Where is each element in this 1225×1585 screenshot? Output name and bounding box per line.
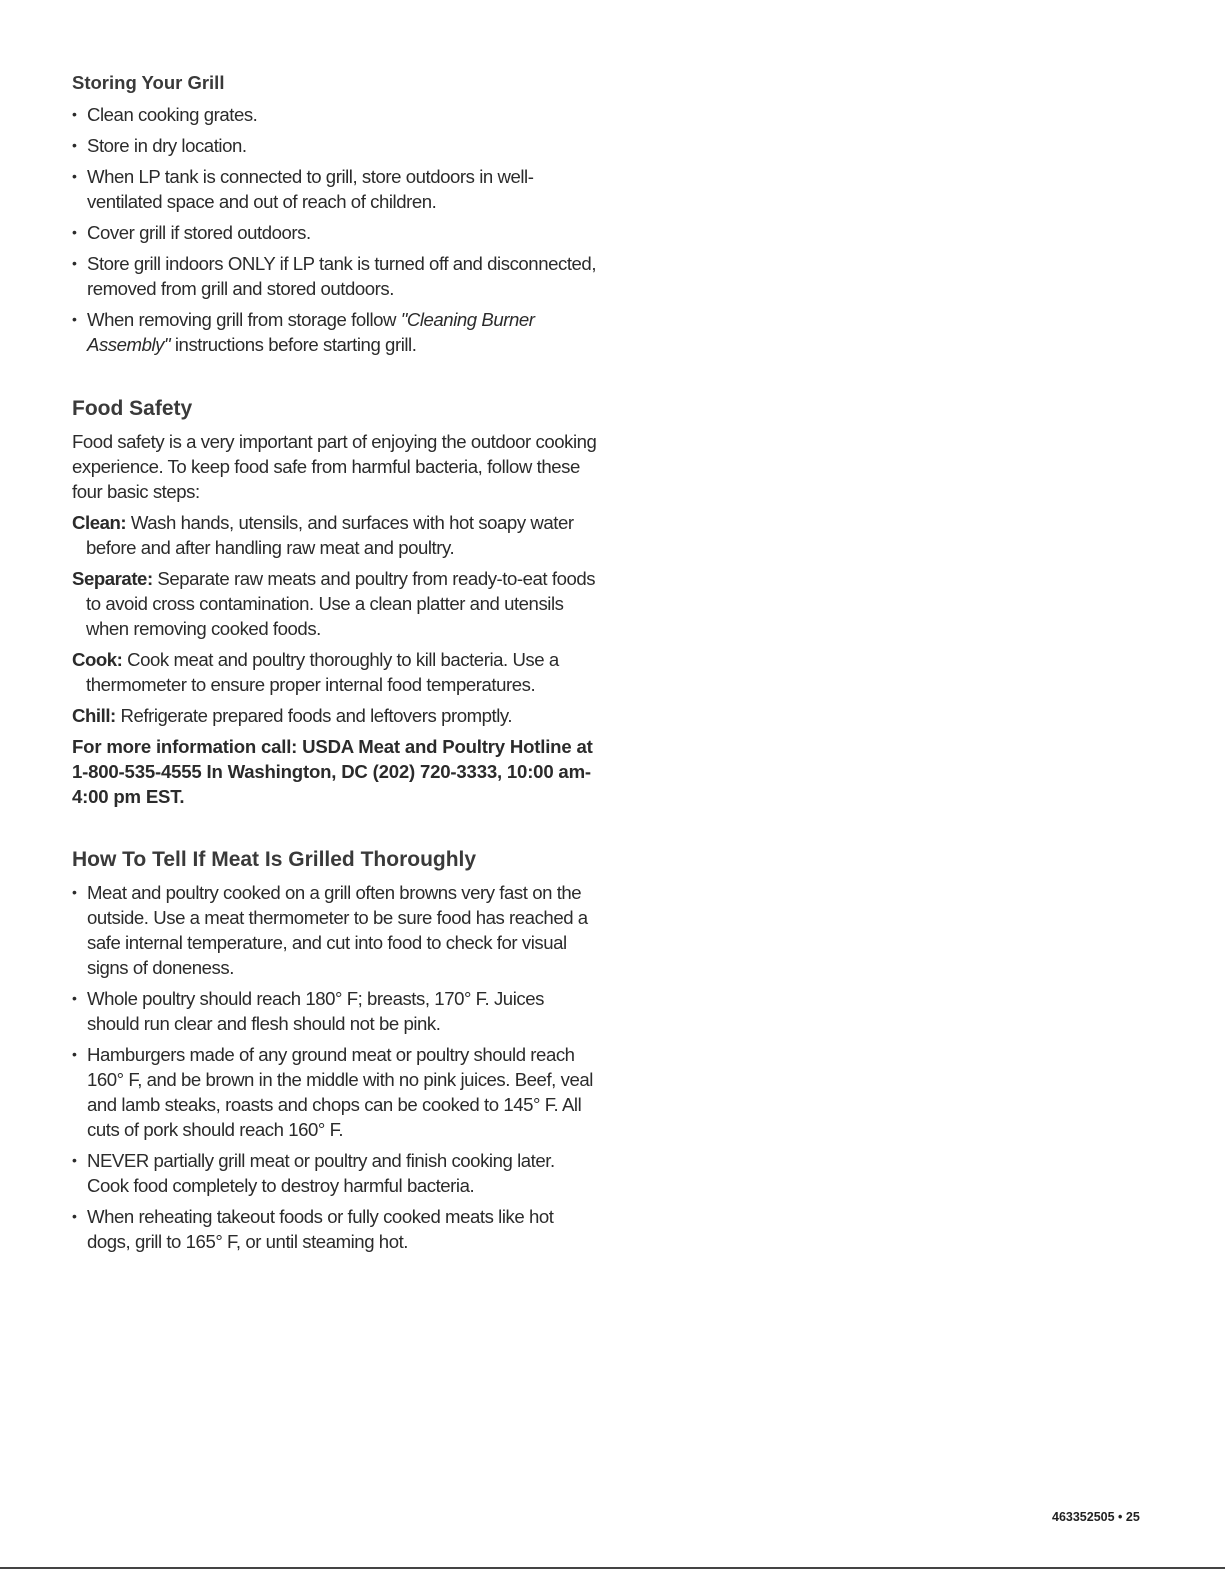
hotline-callout: For more information call: USDA Meat and Poultry Hotline at 1-800-535-4555 In Washington, DC (202) 720-3333, 10:00 am-4:00 pm EST. [72, 736, 593, 807]
list-item: • When removing grill from storage follow "Cleaning Burner Assembly" instructions before starting grill. [72, 309, 535, 355]
section-reference: "Cleaning Burner Assembly" [87, 309, 535, 355]
list-item: • Whole poultry should reach 180° F; breasts, 170° F. Juices should run clear and flesh should not be pink. [72, 988, 544, 1034]
bullet-icon: • [72, 137, 77, 153]
page-content [72, 70, 597, 1260]
list-item: • When LP tank is connected to grill, store outdoors in well-ventilated space and out of reach of children. [72, 166, 534, 212]
list-item: • Store in dry location. [72, 135, 247, 156]
bullet-icon: • [72, 990, 77, 1006]
food-safety-heading: Food Safety [72, 397, 193, 420]
bullet-icon: • [72, 1208, 77, 1224]
list-item: • NEVER partially grill meat or poultry and finish cooking later. Cook food completely to destroy harmful bacteria. [72, 1150, 555, 1196]
bullet-icon: • [72, 884, 77, 900]
list-item: • When reheating takeout foods or fully cooked meats like hot dogs, grill to 165° F, or until steaming hot. [72, 1206, 554, 1252]
bullet-icon: • [72, 1152, 77, 1168]
list-item: • Hamburgers made of any ground meat or poultry should reach 160° F, and be brown in the middle with no pink juices. Beef, veal and lamb steaks, roasts and chops can be cooked to 145° F. All cuts of pork should reach 160° F. [72, 1044, 593, 1140]
meat-list [72, 880, 597, 1254]
step-separate: Separate: Separate raw meats and poultry from ready-to-eat foods to avoid cross contamination. Use a clean platter and utensils when removing cooked foods. [72, 568, 596, 639]
food-safety-intro: Food safety is a very important part of enjoying the outdoor cooking experience. To keep food safe from harmful bacteria, follow these four basic steps: [72, 431, 597, 502]
step-clean: Clean: Wash hands, utensils, and surfaces with hot soapy water before and after handling raw meat and poultry. [72, 512, 574, 558]
storing-heading: Storing Your Grill [72, 72, 225, 93]
bullet-icon: • [72, 311, 77, 327]
bullet-icon: • [72, 168, 77, 184]
storing-list [72, 102, 597, 357]
page-bottom-rule [0, 1567, 1225, 1569]
meat-heading: How To Tell If Meat Is Grilled Thoroughly [72, 848, 477, 871]
step-cook: Cook: Cook meat and poultry thoroughly to kill bacteria. Use a thermometer to ensure proper internal food temperatures. [72, 649, 559, 695]
step-chill: Chill: Refrigerate prepared foods and leftovers promptly. [72, 705, 513, 726]
bullet-icon: • [72, 106, 77, 122]
page-footer: 463352505 • 25 [1052, 1510, 1140, 1524]
list-item: • Meat and poultry cooked on a grill often browns very fast on the outside. Use a meat thermometer to be sure food has reached a safe internal temperature, and cut into food to check for visual signs of doneness. [72, 882, 588, 978]
list-item: • Cover grill if stored outdoors. [72, 222, 311, 243]
bullet-icon: • [72, 255, 77, 271]
bullet-icon: • [72, 1046, 77, 1062]
list-item: • Clean cooking grates. [72, 104, 258, 125]
bullet-icon: • [72, 224, 77, 240]
list-item: • Store grill indoors ONLY if LP tank is turned off and disconnected, removed from grill and stored outdoors. [72, 253, 597, 299]
